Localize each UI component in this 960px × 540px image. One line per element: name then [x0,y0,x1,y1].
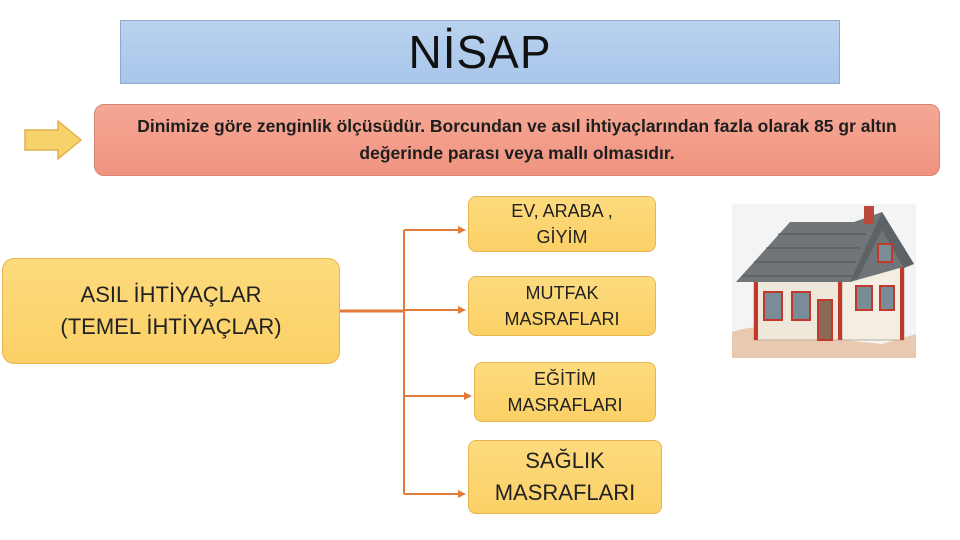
item-line1: SAĞLIK [525,448,605,474]
main-concept-line1: ASIL İHTİYAÇLAR [80,282,262,308]
definition-text: Dinimize göre zenginlik ölçüsüdür. Borcundan ve asıl ihtiyaçlarından fazla olarak 85 gr altın değerinde parası veya mallı olmasıdır. [137,115,897,163]
item-box-housing [468,196,656,252]
item-line2: GİYİM [536,227,588,247]
item-box-health [468,440,662,514]
title-text: NİSAP [408,26,552,78]
item-box-education [474,362,656,422]
item-line2: MASRAFLARI [494,480,636,505]
item-line1: EĞİTİM [534,368,596,389]
item-line1: MUTFAK [525,282,599,303]
house-icon [732,204,916,358]
item-line2: MASRAFLARI [507,395,623,415]
item-line1: EV, ARABA , [511,200,613,221]
main-concept-line2: (TEMEL İHTİYAÇLAR) [60,314,282,339]
item-line2: MASRAFLARI [504,309,620,329]
item-box-kitchen [468,276,656,336]
